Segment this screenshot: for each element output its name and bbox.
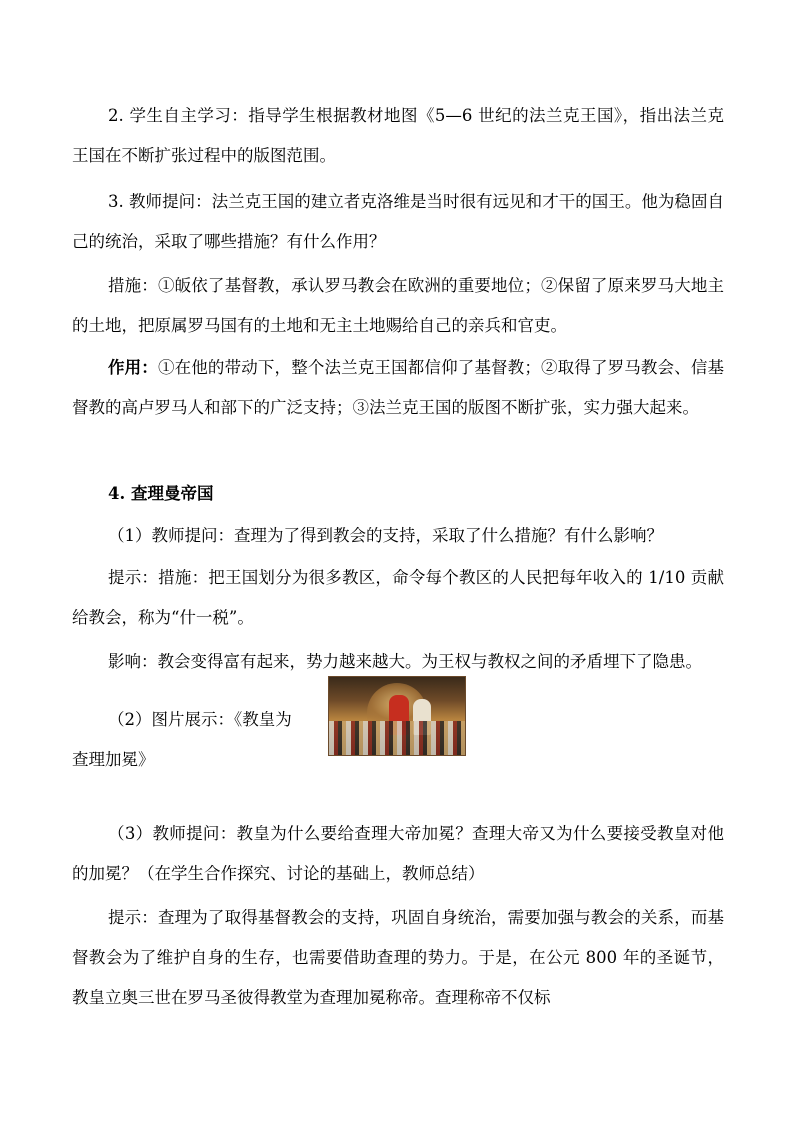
effects-label: 作用： — [108, 358, 158, 377]
paragraph-question-charles-church: （1）教师提问：查理为了得到教会的支持，采取了什么措施？有什么影响？ — [108, 526, 663, 545]
paragraph-influence: 影响：教会变得富有起来，势力越来越大。为王权与教权之间的矛盾埋下了隐患。 — [108, 652, 702, 671]
picture-caption-part1: （2）图片展示：《教皇为 — [108, 710, 292, 729]
paragraph-measures: 措施：①皈依了基督教，承认罗马教会在欧洲的重要地位；②保留了原来罗马大地主的土地，把原属罗马国有的土地和无主土地赐给自己的亲兵和官吏。 — [72, 276, 724, 335]
effects-text: ①在他的带动下，整个法兰克王国都信仰了基督教；②取得了罗马教会、信基督教的高卢罗马人和部下的广泛支持；③法兰克王国的版图不断扩张，实力强大起来。 — [72, 358, 725, 417]
paragraph-question-coronation: （3）教师提问：教皇为什么要给查理大帝加冕？查理大帝又为什么要接受教皇对他的加冕？（在学生合作探究、讨论的基础上，教师总结） — [72, 824, 724, 883]
picture-caption-part2: 查理加冕》 — [72, 750, 155, 769]
paragraph-hint-measures-tithe: 提示：措施：把王国划分为很多教区，命令每个教区的人民把每年收入的 1/10 贡献给教会，称为“什一税”。 — [72, 568, 724, 627]
paragraph-effects — [72, 348, 724, 428]
picture-crowd — [329, 721, 465, 755]
paragraph-teacher-question-clovis: 3. 教师提问：法兰克王国的建立者克洛维是当时很有远见和才干的国王。他为稳固自己的统治，采取了哪些措施？有什么作用？ — [72, 192, 724, 251]
heading-charlemagne-empire: 4. 查理曼帝国 — [108, 484, 214, 503]
paragraph-student-self-study: 2. 学生自主学习：指导学生根据教材地图《5—6 世纪的法兰克王国》，指出法兰克王国在不断扩张过程中的版图范围。 — [72, 106, 724, 165]
coronation-picture — [328, 676, 466, 756]
paragraph-hint-coronation: 提示：查理为了取得基督教会的支持，巩固自身统治，需要加强与教会的关系，而基督教会为了维护自身的生存，也需要借助查理的势力。于是，在公元 800 年的圣诞节，教皇立奥三世在罗马圣彼得教堂为查理加冕称帝。查理称帝不仅标 — [72, 908, 724, 1007]
